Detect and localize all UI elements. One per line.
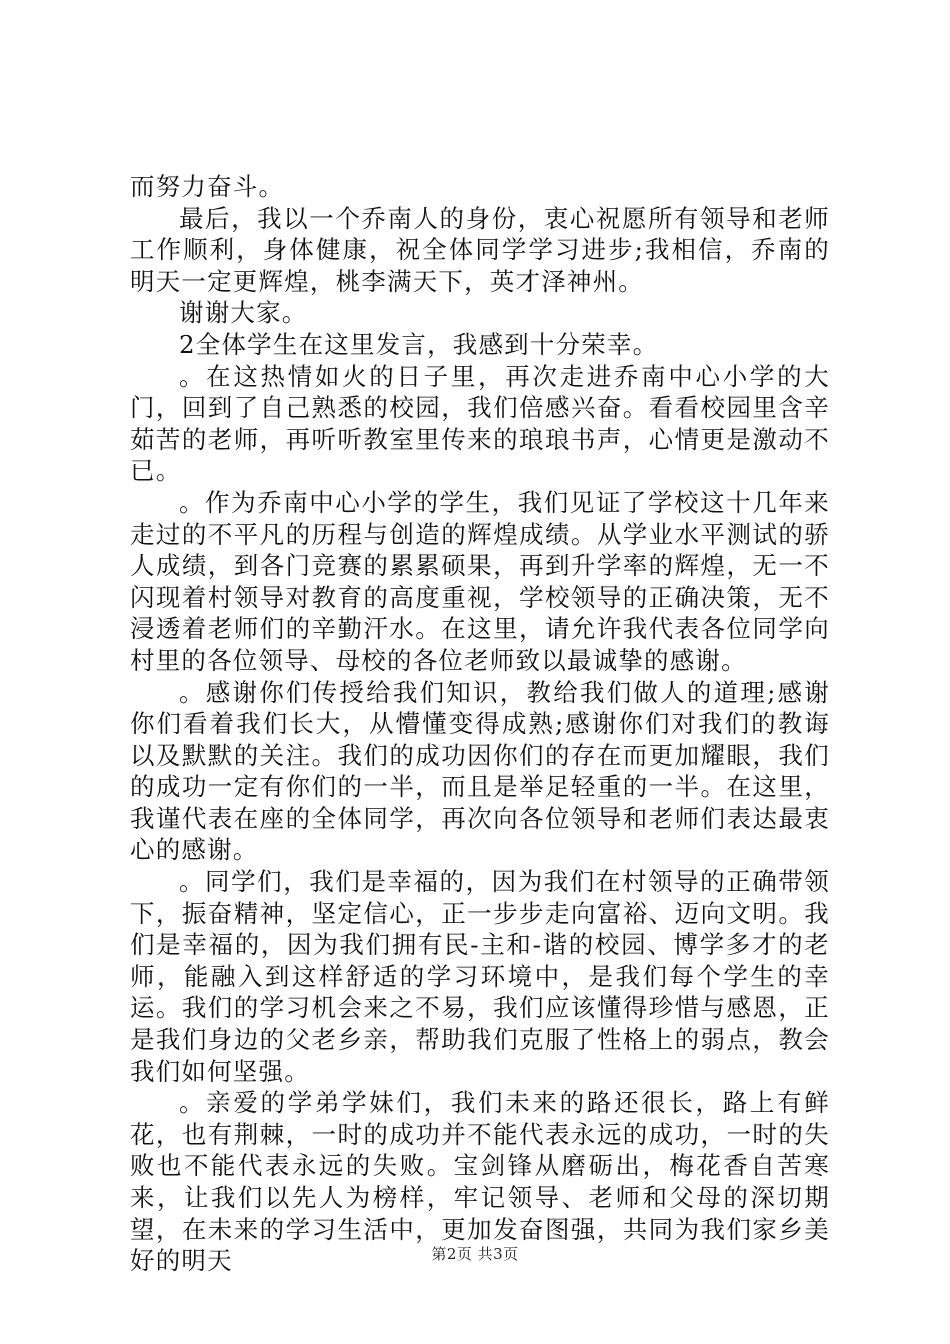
paragraph-thanks: 谢谢大家。 bbox=[179, 298, 308, 328]
paragraph-school-achievements: 。作为乔南中心小学的学生，我们见证了学校这十几年来走过的不平凡的历程与创造的辉煌成绩。从学业水平测试的骄人成绩，到各门竞赛的累累硕果，再到升学率的辉煌，无一不闪现着村领导对教育的高度重视，学校领导的正确决策，无不浸透着老师们的辛勤汗水。在这里，请允许我代表各位同学向村里的各位领导、母校的各位老师致以最诚挚的感谢。 bbox=[130, 487, 830, 675]
paragraph-continuation: 而努力奋斗。 bbox=[130, 172, 285, 201]
paragraph-happiness: 。同学们，我们是幸福的，因为我们在村领导的正确带领下，振奋精神，坚定信心，正一步步走向富裕、迈向文明。我们是幸福的，因为我们拥有民-主和-谐的校园、博学多才的老师，能融入到这样舒适的学习环境中，是我们每个学生的幸运。我们的学习机会来之不易，我们应该懂得珍惜与感恩，正是我们身边的父老乡亲，帮助我们克服了性格上的弱点，教会我们如何坚强。 bbox=[130, 867, 830, 1086]
paragraph-closing-wishes: 最后，我以一个乔南人的身份，衷心祝愿所有领导和老师工作顺利，身体健康，祝全体同学学习进步;我相信，乔南的明天一定更辉煌，桃李满天下，英才泽神州。 bbox=[130, 203, 830, 296]
paragraph-return-to-school: 。在这热情如火的日子里，再次走进乔南中心小学的大门，回到了自己熟悉的校园，我们倍感兴奋。看看校园里含辛茹苦的老师，再听听教室里传来的琅琅书声，心情更是激动不已。 bbox=[130, 361, 830, 486]
paragraph-gratitude-teachers: 。感谢你们传授给我们知识，教给我们做人的道理;感谢你们看着我们长大，从懵懂变得成熟;感谢你们对我们的教诲以及默默的关注。我们的成功因你们的存在而更加耀眼，我们的成功一定有你们的一半，而且是举足轻重的一半。在这里，我谨代表在座的全体同学，再次向各位领导和老师们表达最衷心的感谢。 bbox=[130, 677, 830, 865]
paragraph-speech-2-intro: 2全体学生在这里发言，我感到十分荣幸。 bbox=[179, 329, 659, 359]
paragraph-encouragement: 。亲爱的学弟学妹们，我们未来的路还很长，路上有鲜花，也有荆棘，一时的成功并不能代表永远的成功，一时的失败也不能代表永远的失败。宝剑锋从磨砺出，梅花香自苦寒来，让我们以先人为榜样，牢记领导、老师和父母的深切期望，在未来的学习生活中，更加发奋图强，共同为我们家乡美好的明天 bbox=[130, 1088, 830, 1276]
document-body bbox=[130, 171, 830, 1277]
page-number-footer: 第2页 共3页 bbox=[431, 1245, 519, 1263]
